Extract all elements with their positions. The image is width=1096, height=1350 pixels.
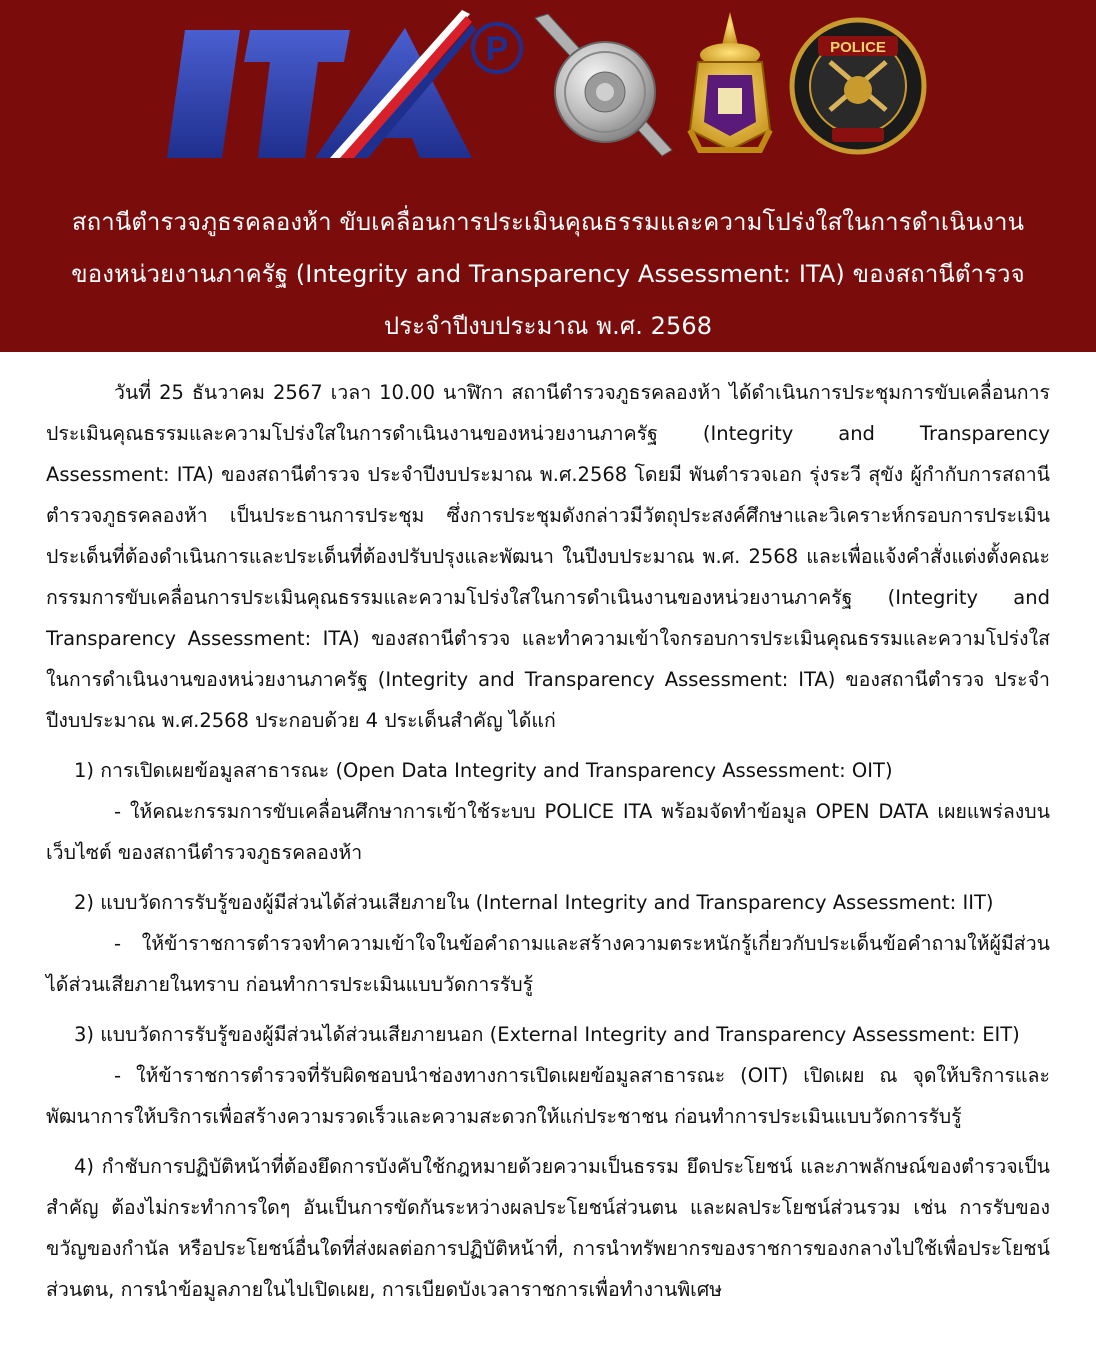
seal-logo xyxy=(535,14,672,156)
emblem-logo xyxy=(690,12,770,150)
headline-line: ของหน่วยงานภาครัฐ (Integrity and Transparency Assessment: ITA) ของสถานีตำรวจ xyxy=(71,260,1025,288)
police-badge-text: POLICE xyxy=(830,39,886,56)
headline-line: ประจำปีงบประมาณ พ.ศ. 2568 xyxy=(383,312,713,340)
item-heading: 2) แบบวัดการรับรู้ของผู้มีส่วนได้ส่วนเสียภายใน (Internal Integrity and Transparency Assessment: IIT) xyxy=(74,891,994,914)
ita-registered-mark: P xyxy=(485,30,509,68)
item-heading: 3) แบบวัดการรับรู้ของผู้มีส่วนได้ส่วนเสียภายนอก (External Integrity and Transparency Assessment: EIT) xyxy=(74,1023,1020,1046)
item-heading: 4) กำชับการปฏิบัติหน้าที่ต้องยึดการบังคับใช้กฎหมายด้วยความเป็นธรรม ยึดประโยชน์ และภาพลักษณ์ของตำรวจเป็นสำคัญ ต้องไม่กระทำการใดๆ อันเป็นการขัดกันระหว่างผลประโยชน์ส่วนตน และผลประโยชน์ส่วนรวม เช่น การรับของขวัญของกำนัล หรือประโยชน์อื่นใดที่ส่งผลต่อการปฏิบัติหน้าที่, การนำทรัพยากรของราชการของกลางไปใช้เพื่อประโยชน์ส่วนตน, การนำข้อมูลภายในไปเปิดเผย, การเบียดบังเวลาราชการเพื่อทำงานพิเศษ xyxy=(46,1155,1050,1301)
item-heading: 1) การเปิดเผยข้อมูลสาธารณะ (Open Data Integrity and Transparency Assessment: OIT) xyxy=(74,759,893,782)
header-banner xyxy=(0,0,1096,352)
item-detail: - ให้คณะกรรมการขับเคลื่อนศึกษาการเข้าใช้ระบบ POLICE ITA พร้อมจัดทำข้อมูล OPEN DATA เผยแพร่ลงบนเว็บไซต์ ของสถานีตำรวจภูธรคลองห้า xyxy=(46,800,1050,864)
item-detail: - ให้ข้าราชการตำรวจทำความเข้าใจในข้อคำถามและสร้างความตระหนักรู้เกี่ยวกับประเด็นข้อคำถามให้ผู้มีส่วนได้ส่วนเสียภายในทราบ ก่อนทำการประเมินแบบวัดการรับรู้ xyxy=(46,932,1050,996)
logo-strip xyxy=(0,0,1096,175)
headline xyxy=(20,196,1076,352)
article-body xyxy=(46,372,1050,1310)
item-detail: - ให้ข้าราชการตำรวจที่รับผิดชอบนำช่องทางการเปิดเผยข้อมูลสาธารณะ (OIT) เปิดเผย ณ จุดให้บริการและพัฒนาการให้บริการเพื่อสร้างความรวดเร็วและความสะดวกให้แก่ประชาชน ก่อนทำการประเมินแบบวัดการรับรู้ xyxy=(46,1064,1050,1128)
intro-paragraph: วันที่ 25 ธันวาคม 2567 เวลา 10.00 นาฬิกา สถานีตำรวจภูธรคลองห้า ได้ดำเนินการประชุมการขับเคลื่อนการประเมินคุณธรรมและความโปร่งใสในการดำเนินงานของหน่วยงานภาครัฐ (Integrity and Transparency Assessment: ITA) ของสถานีตำรวจ ประจำปีงบประมาณ พ.ศ.2568 โดยมี พันตำรวจเอก รุ่งระวี สุขัง ผู้กำกับการสถานีตำรวจภูธรคลองห้า เป็นประธานการประชุม ซึ่งการประชุมดังกล่าวมีวัตถุประสงค์ศึกษาและวิเคราะห์กรอบการประเมินประเด็นที่ต้องดำเนินการและประเด็นที่ต้องปรับปรุงและพัฒนา ในปีงบประมาณ พ.ศ. 2568 และเพื่อแจ้งคำสั่งแต่งตั้งคณะกรรมการขับเคลื่อนการประเมินคุณธรรมและความโปร่งใสในการดำเนินงานของหน่วยงานภาครัฐ (Integrity and Transparency Assessment: ITA) ของสถานีตำรวจ และทำความเข้าใจกรอบการประเมินคุณธรรมและความโปร่งใสในการดำเนินงานของหน่วยงานภาครัฐ (Integrity and Transparency Assessment: ITA) ของสถานีตำรวจ ประจำปีงบประมาณ พ.ศ.2568 ประกอบด้วย 4 ประเด็นสำคัญ ได้แก่ xyxy=(46,381,1050,732)
headline-line: สถานีตำรวจภูธรคลองห้า ขับเคลื่อนการประเมินคุณธรรมและความโปร่งใสในการดำเนินงาน xyxy=(71,208,1025,236)
ita-logo xyxy=(167,10,521,158)
police-badge-logo xyxy=(792,20,924,152)
